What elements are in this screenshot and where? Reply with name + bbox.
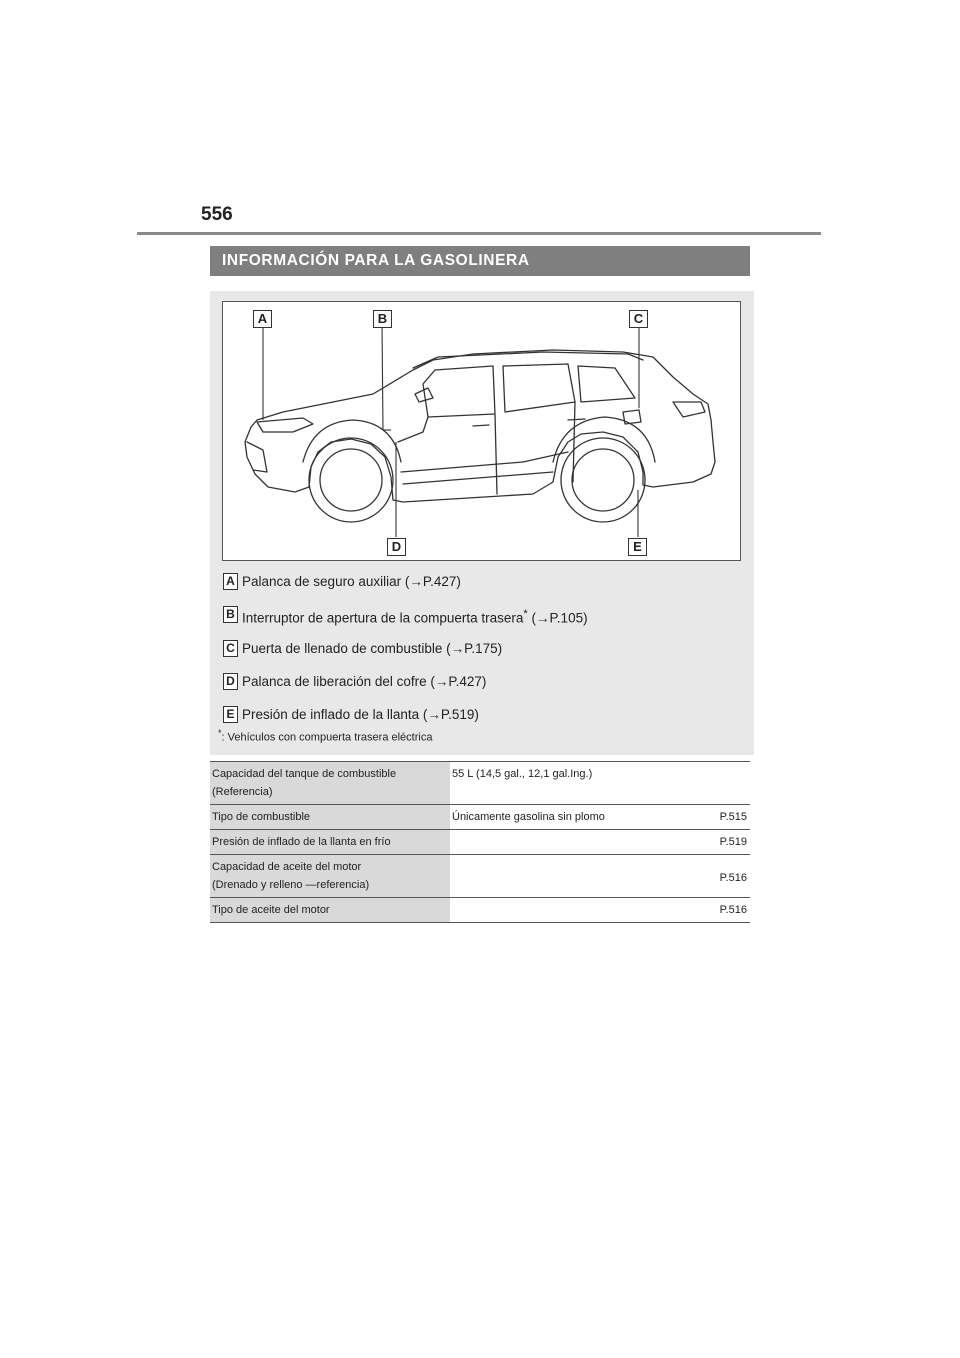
- row-label-line: (Drenado y relleno —referencia): [212, 879, 370, 891]
- legend-text-main: Interruptor de apertura de la compuerta trasera: [242, 610, 524, 626]
- table-row: [210, 830, 750, 855]
- row-page-ref: P.515: [719, 811, 747, 823]
- header-rule: [137, 232, 821, 235]
- legend-letter: E: [223, 706, 238, 723]
- callout-d: D: [387, 538, 406, 556]
- legend-page-ref: (→P.105): [527, 610, 588, 626]
- row-label-line: Presión de inflado de la llanta en frío: [212, 836, 391, 848]
- table-row: [210, 805, 750, 830]
- suv-side-view-illustration: [223, 302, 742, 562]
- legend-text: Palanca de seguro auxiliar (→P.427): [242, 574, 461, 589]
- legend-text: [242, 606, 588, 627]
- row-label: [210, 762, 450, 805]
- row-label-line: (Referencia): [212, 786, 273, 798]
- vehicle-diagram: [222, 301, 741, 561]
- row-value: [450, 855, 750, 898]
- footnote: [218, 728, 432, 744]
- legend-letter: B: [223, 606, 238, 623]
- table-row: [210, 855, 750, 898]
- row-value-text: 55 L (14,5 gal., 12,1 gal.Ing.): [452, 768, 593, 780]
- row-label: [210, 805, 450, 830]
- legend-letter: D: [223, 673, 238, 690]
- row-page-ref: P.516: [719, 872, 747, 884]
- legend-letter: A: [223, 573, 238, 590]
- page-number: 556: [201, 204, 233, 225]
- row-label: [210, 830, 450, 855]
- table-row: [210, 898, 750, 923]
- row-label-line: Capacidad de aceite del motor: [212, 861, 362, 873]
- footnote-text: : Vehículos con compuerta trasera eléctrica: [221, 731, 433, 744]
- footnote-mark: *: [218, 728, 222, 738]
- row-label-line: Tipo de combustible: [212, 811, 311, 823]
- row-value: [450, 805, 750, 830]
- legend-text: Palanca de liberación del cofre (→P.427): [242, 674, 487, 689]
- callout-b: B: [373, 310, 392, 328]
- callout-e: E: [628, 538, 647, 556]
- row-page-ref: P.516: [719, 904, 747, 916]
- row-value: [450, 830, 750, 855]
- row-value-text: Únicamente gasolina sin plomo: [452, 811, 605, 823]
- info-panel: [210, 291, 754, 755]
- row-value: [450, 762, 750, 805]
- row-label: [210, 855, 450, 898]
- legend-letter: C: [223, 640, 238, 657]
- row-page-ref: P.519: [719, 836, 747, 848]
- table-row: [210, 762, 750, 805]
- callout-c: C: [629, 310, 648, 328]
- fuel-info-table: [210, 761, 750, 923]
- row-value: [450, 898, 750, 923]
- legend-text: Presión de inflado de la llanta (→P.519): [242, 707, 479, 722]
- section-title: INFORMACIÓN PARA LA GASOLINERA: [210, 246, 750, 276]
- row-label: [210, 898, 450, 923]
- row-label-line: Tipo de aceite del motor: [212, 904, 330, 916]
- callout-a: A: [253, 310, 272, 328]
- legend-footnote-mark: *: [523, 608, 528, 620]
- row-label-line: Capacidad del tanque de combustible: [212, 768, 397, 780]
- legend-text: Puerta de llenado de combustible (→P.175): [242, 641, 503, 656]
